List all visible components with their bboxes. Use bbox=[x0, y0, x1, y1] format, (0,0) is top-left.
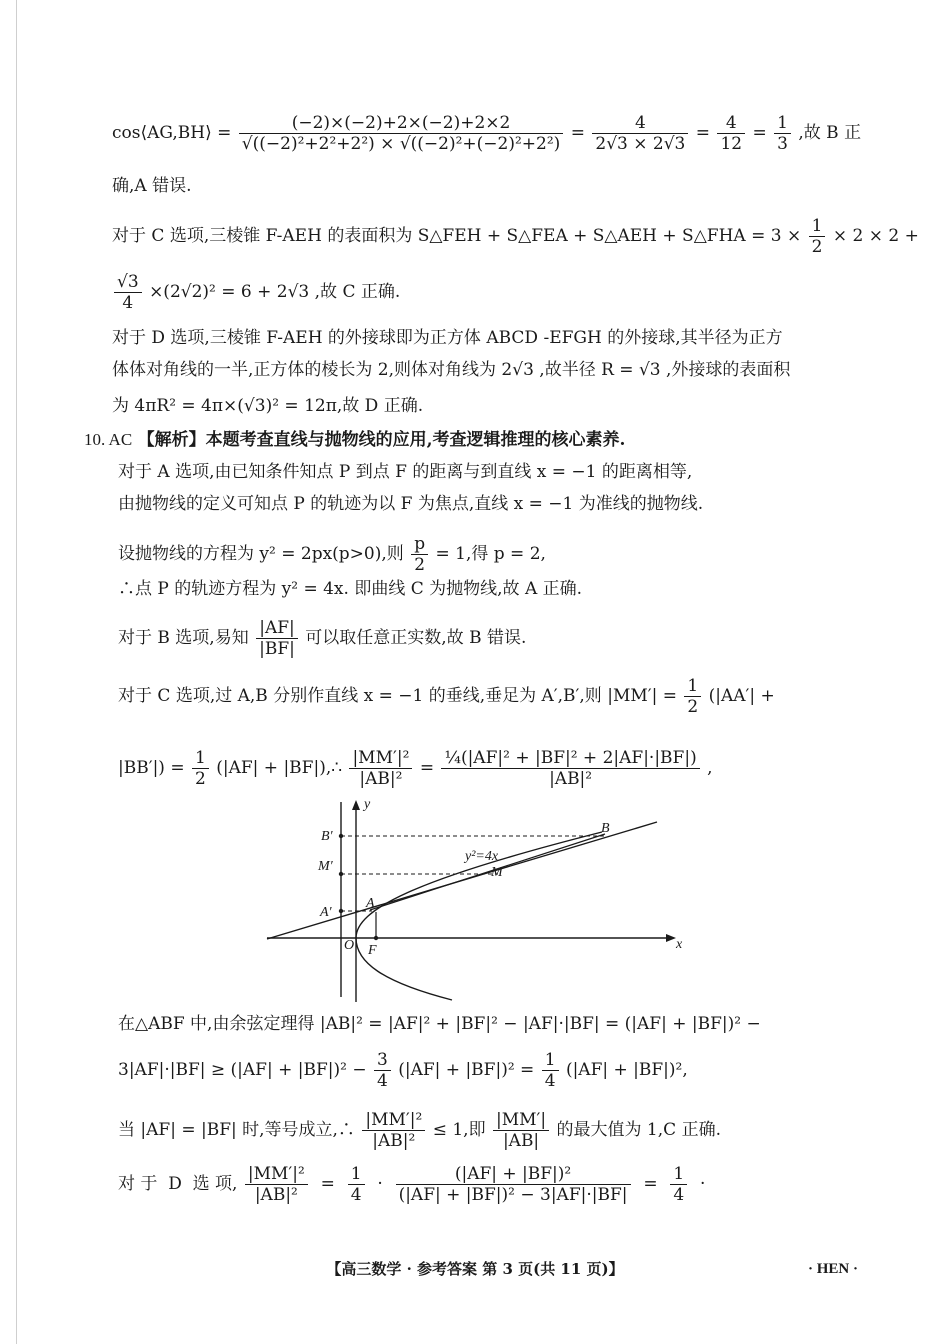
text-line: 在△ABF 中,由余弦定理得 |AB|² = |AF|² + |BF|² − |AF|·|BF| = (|AF| + |BF|)² − bbox=[118, 1014, 761, 1034]
line-option-c-area bbox=[112, 216, 919, 257]
page-footer bbox=[0, 1256, 950, 1282]
text-line: 为 4πR² = 4π×(√3)² = 12π,故 D 正确. bbox=[112, 396, 424, 416]
text-equals: = bbox=[637, 1174, 663, 1194]
text-line: 对 于 D 选 项, bbox=[118, 1174, 238, 1194]
line-q10-a3 bbox=[118, 534, 546, 575]
fraction-mm-over-ab bbox=[493, 1110, 549, 1151]
question-number: 10. AC bbox=[84, 430, 133, 449]
label-x: x bbox=[676, 937, 683, 952]
line-q10-c5 bbox=[118, 1110, 721, 1151]
point-m-prime bbox=[339, 872, 343, 876]
label-m: M bbox=[491, 865, 503, 880]
line-q10-d bbox=[118, 1164, 705, 1205]
fraction-denominator: 2 bbox=[687, 697, 699, 717]
line-q10-a2 bbox=[118, 492, 703, 516]
text-line: 当 |AF| = |BF| 时,等号成立,∴ bbox=[118, 1120, 355, 1140]
fraction-denominator: 2 bbox=[811, 237, 823, 257]
text-tail: ,故 B 正 bbox=[798, 123, 862, 143]
fraction-mm-over-ab bbox=[349, 748, 412, 789]
footer-title: 【高三数学 · 参考答案 第 3 页(共 11 页)】 bbox=[326, 1260, 624, 1278]
fraction-denominator: 4 bbox=[673, 1185, 685, 1205]
fraction-quarter bbox=[542, 1050, 559, 1091]
text-equals: = bbox=[570, 123, 585, 143]
text-line: = 1,得 p = 2, bbox=[435, 544, 546, 564]
fraction-numerator: 3 bbox=[374, 1050, 391, 1071]
fraction-quarter bbox=[670, 1164, 687, 1205]
line-option-c-result bbox=[112, 272, 400, 313]
text-line: 对于 A 选项,由已知条件知点 P 到点 F 的距离与到直线 x = −1 的距离相等, bbox=[118, 462, 693, 482]
text-line: (|AF| + |BF|)² = bbox=[398, 1060, 535, 1080]
fraction-denominator: |AB|² bbox=[372, 1131, 416, 1151]
fraction-cos-1 bbox=[239, 113, 564, 154]
point-b-prime bbox=[339, 834, 343, 838]
text-line: 对于 B 选项,易知 bbox=[118, 628, 249, 648]
text-equals: = bbox=[419, 758, 435, 778]
line-q10-c3 bbox=[118, 1012, 761, 1036]
text-line: ∴点 P 的轨迹方程为 y² = 4x. 即曲线 C 为抛物线,故 A 正确. bbox=[118, 579, 583, 599]
text-line: 由抛物线的定义可知点 P 的轨迹为以 F 为焦点,直线 x = −1 为准线的抛物线. bbox=[118, 494, 704, 514]
fraction-denominator: (|AF| + |BF|)² − 3|AF|·|BF| bbox=[398, 1185, 628, 1205]
point-f bbox=[374, 936, 378, 940]
fraction-denominator: 2 bbox=[195, 769, 206, 789]
footer-code: · HEN · bbox=[807, 1261, 858, 1277]
text-dot: · bbox=[694, 1174, 706, 1194]
label-b-prime: B′ bbox=[321, 829, 333, 844]
fraction-numerator: 1 bbox=[684, 676, 701, 697]
text-line: 3|AF|·|BF| ≥ (|AF| + |BF|)² − bbox=[118, 1060, 367, 1080]
fraction-numerator: 4 bbox=[592, 113, 688, 134]
fraction-denominator: |AB| bbox=[502, 1131, 540, 1151]
fraction-af-over-bf bbox=[256, 618, 298, 659]
fraction-numerator: |MM′| bbox=[493, 1110, 549, 1131]
point-a-prime bbox=[339, 909, 343, 913]
fraction-sqrt3-over-4 bbox=[114, 272, 142, 313]
fraction-denominator: |BF| bbox=[259, 639, 295, 659]
text-line: 对于 D 选项,三棱锥 F-AEH 的外接球即为正方体 ABCD -EFGH 的外接球,其半径为正方 bbox=[112, 328, 783, 348]
line-option-d-3 bbox=[112, 394, 423, 418]
fraction-expanded bbox=[441, 748, 699, 789]
analysis-heading: 【解析】本题考查直线与抛物线的应用,考查逻辑推理的核心素养. bbox=[137, 430, 626, 450]
fraction-denominator: 4 bbox=[122, 293, 134, 313]
text-line: ≤ 1,即 bbox=[432, 1120, 486, 1140]
text-equals: = bbox=[752, 123, 767, 143]
fraction-half bbox=[192, 748, 209, 789]
label-a: A bbox=[366, 896, 375, 911]
text-dot: · bbox=[371, 1174, 389, 1194]
text-line: 设抛物线的方程为 y² = 2px(p>0),则 bbox=[118, 544, 404, 564]
parabola-figure bbox=[262, 792, 692, 1006]
fraction-numerator: √3 bbox=[114, 272, 142, 293]
fraction-denominator: |AB|² bbox=[359, 769, 403, 789]
fraction-numerator: |MM′|² bbox=[245, 1164, 308, 1185]
fraction-numerator: 1 bbox=[542, 1050, 559, 1071]
fraction-denominator: 4 bbox=[377, 1071, 388, 1091]
fraction-cos-2 bbox=[592, 113, 688, 154]
text-cos-left: cos⟨AG,BH⟩ = bbox=[112, 123, 232, 143]
fraction-denominator: 2√3 × 2√3 bbox=[595, 134, 686, 154]
label-b: B bbox=[601, 821, 610, 836]
line-q10-a4 bbox=[118, 577, 582, 601]
question-10-header bbox=[84, 428, 625, 452]
text-comma: , bbox=[707, 758, 713, 778]
text-line: 确,A 错误. bbox=[112, 176, 192, 196]
fraction-three-quarters bbox=[374, 1050, 391, 1091]
fraction-denominator: 3 bbox=[777, 134, 788, 154]
label-f: F bbox=[368, 943, 377, 958]
line-option-d-1 bbox=[112, 326, 783, 350]
text-line: × 2 × 2 + bbox=[832, 226, 919, 246]
label-o: O bbox=[344, 938, 355, 953]
fraction-denominator: 2 bbox=[414, 555, 426, 575]
line-cosine bbox=[112, 113, 861, 154]
fraction-half bbox=[809, 216, 826, 257]
line-q10-c1 bbox=[118, 676, 775, 717]
fraction-numerator: 4 bbox=[717, 113, 745, 134]
fraction-numerator: 1 bbox=[348, 1164, 365, 1185]
y-axis-arrow bbox=[352, 800, 360, 810]
fraction-denominator: 4 bbox=[544, 1071, 556, 1091]
line-2 bbox=[112, 174, 192, 198]
fraction-denominator: 12 bbox=[720, 134, 743, 154]
text-line: (|AA′| + bbox=[708, 686, 775, 706]
chord-ab bbox=[370, 834, 605, 910]
label-y: y bbox=[364, 797, 371, 812]
line-q10-a1 bbox=[118, 460, 692, 484]
fraction-p-over-2 bbox=[411, 534, 428, 575]
fraction-numerator: 1 bbox=[809, 216, 826, 237]
text-line: 的最大值为 1,C 正确. bbox=[556, 1120, 721, 1140]
fraction-denominator: |AB|² bbox=[549, 769, 593, 789]
fraction-numerator: p bbox=[411, 534, 428, 555]
x-axis-arrow bbox=[666, 934, 676, 942]
text-line: |BB′|) = bbox=[118, 758, 185, 778]
fraction-numerator: |AF| bbox=[256, 618, 298, 639]
fraction-cos-3 bbox=[717, 113, 745, 154]
label-a-prime: A′ bbox=[320, 905, 332, 920]
text-line: (|AF| + |BF|)², bbox=[565, 1060, 688, 1080]
fraction-numerator: |MM′|² bbox=[349, 748, 412, 769]
fraction-numerator: 1 bbox=[774, 113, 791, 134]
text-line: 体体对角线的一半,正方体的棱长为 2,则体对角线为 2√3 ,故半径 R = √3 ,外接球的表面积 bbox=[112, 360, 791, 380]
fraction-denominator: 4 bbox=[350, 1185, 362, 1205]
fraction-quarter bbox=[348, 1164, 365, 1205]
fraction-numerator: 1 bbox=[670, 1164, 687, 1185]
fraction-numerator: |MM′|² bbox=[362, 1110, 425, 1131]
label-m-prime: M′ bbox=[318, 859, 333, 874]
text-equals: = bbox=[315, 1174, 341, 1194]
line-q10-c4 bbox=[118, 1050, 688, 1091]
fraction-mm2-over-ab2 bbox=[362, 1110, 425, 1151]
fraction-numerator: (−2)×(−2)+2×(−2)+2×2 bbox=[239, 113, 564, 134]
fraction-mm2-over-ab2 bbox=[245, 1164, 308, 1205]
text-line: 对于 C 选项,三棱锥 F-AEH 的表面积为 S△FEH + S△FEA + S△AEH + S△FHA = 3 × bbox=[112, 226, 802, 246]
line-q10-b bbox=[118, 618, 526, 659]
fraction-numerator: 1 bbox=[192, 748, 209, 769]
fraction-denominator: √((−2)²+2²+2²) × √((−2)²+(−2)²+2²) bbox=[241, 134, 561, 154]
text-equals: = bbox=[695, 123, 711, 143]
fraction-cos-4 bbox=[774, 113, 791, 154]
text-line: (|AF| + |BF|),∴ bbox=[216, 758, 343, 778]
fraction-numerator: ¼(|AF|² + |BF|² + 2|AF|·|BF|) bbox=[441, 748, 699, 769]
fraction-ratio bbox=[396, 1164, 631, 1205]
line-q10-c2 bbox=[118, 748, 713, 789]
page-edge bbox=[16, 0, 17, 1344]
text-line: ×(2√2)² = 6 + 2√3 ,故 C 正确. bbox=[149, 282, 401, 302]
text-line: 对于 C 选项,过 A,B 分别作直线 x = −1 的垂线,垂足为 A′,B′,则 |MM′| = bbox=[118, 686, 677, 706]
fraction-half bbox=[684, 676, 701, 717]
fraction-denominator: |AB|² bbox=[254, 1185, 298, 1205]
label-curve: y²=4x bbox=[465, 849, 499, 864]
line-option-d-2 bbox=[112, 358, 790, 382]
text-line: 可以取任意正实数,故 B 错误. bbox=[305, 628, 527, 648]
fraction-numerator: (|AF| + |BF|)² bbox=[396, 1164, 631, 1185]
